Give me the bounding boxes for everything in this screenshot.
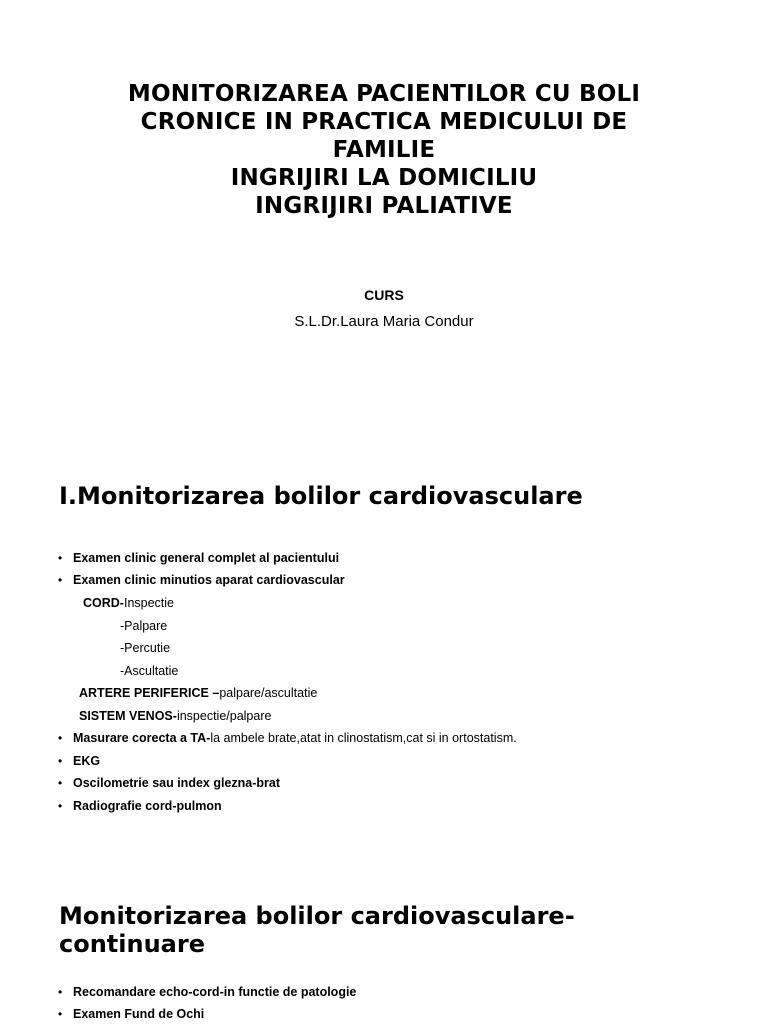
artere-text: palpare/ascultatie [219, 686, 318, 700]
section-heading-line: Monitorizarea bolilor cardiovasculare- [59, 902, 575, 930]
title-line: FAMILIE [332, 137, 436, 163]
venos-label: SISTEM VENOS- [79, 709, 177, 723]
list-item-text: Examen clinic general complet al pacientului [73, 551, 340, 565]
ta-label: Masurare corecta a TA- [73, 731, 211, 745]
sub-item-cord [83, 593, 174, 613]
sub-item-artere [79, 683, 317, 703]
title-line: INGRIJIRI PALIATIVE [255, 193, 513, 219]
list-item-text: Examen Fund de Ochi [73, 1007, 205, 1021]
list-item-text: Oscilometrie sau index glezna-brat [73, 776, 281, 790]
bullet-icon: • [58, 799, 63, 813]
list-item-text: Recomandare echo-cord-in functie de patologie [73, 985, 357, 999]
title-line: CRONICE IN PRACTICA MEDICULUI DE [140, 109, 628, 135]
page-title [40, 80, 728, 220]
list-item-text: EKG [73, 754, 101, 768]
venos-text: inspectie/palpare [176, 709, 272, 723]
cord-text: Inspectie [123, 596, 174, 610]
list-item-text: Radiografie cord-pulmon [73, 799, 222, 813]
course-label: CURS [364, 287, 404, 303]
section-heading: I.Monitorizarea bolilor cardiovasculare [59, 482, 583, 510]
bullet-icon: • [58, 573, 63, 587]
section-heading-line: continuare [59, 930, 205, 958]
cord-label: CORD- [83, 596, 124, 610]
sub-item-text: -Percutie [120, 641, 171, 655]
bullet-icon: • [58, 985, 63, 999]
bullet-icon: • [58, 551, 63, 565]
bullet-icon: • [58, 1007, 63, 1021]
list-item-text: Examen clinic minutios aparat cardiovascular [73, 573, 345, 587]
bullet-icon: • [58, 754, 63, 768]
author-name: S.L.Dr.Laura Maria Condur [294, 313, 474, 330]
title-line: INGRIJIRI LA DOMICILIU [230, 165, 538, 191]
sub-item-text: -Palpare [120, 619, 168, 633]
bullet-icon: • [58, 776, 63, 790]
artere-label: ARTERE PERIFERICE – [79, 686, 220, 700]
section-heading [59, 902, 575, 958]
sub-item-text: -Ascultatie [120, 664, 179, 678]
ta-text: la ambele brate,atat in clinostatism,cat si in ortostatism. [210, 731, 517, 745]
sub-item-venos [79, 706, 271, 726]
bullet-icon: • [58, 731, 63, 745]
title-line: MONITORIZAREA PACIENTILOR CU BOLI [127, 81, 641, 107]
